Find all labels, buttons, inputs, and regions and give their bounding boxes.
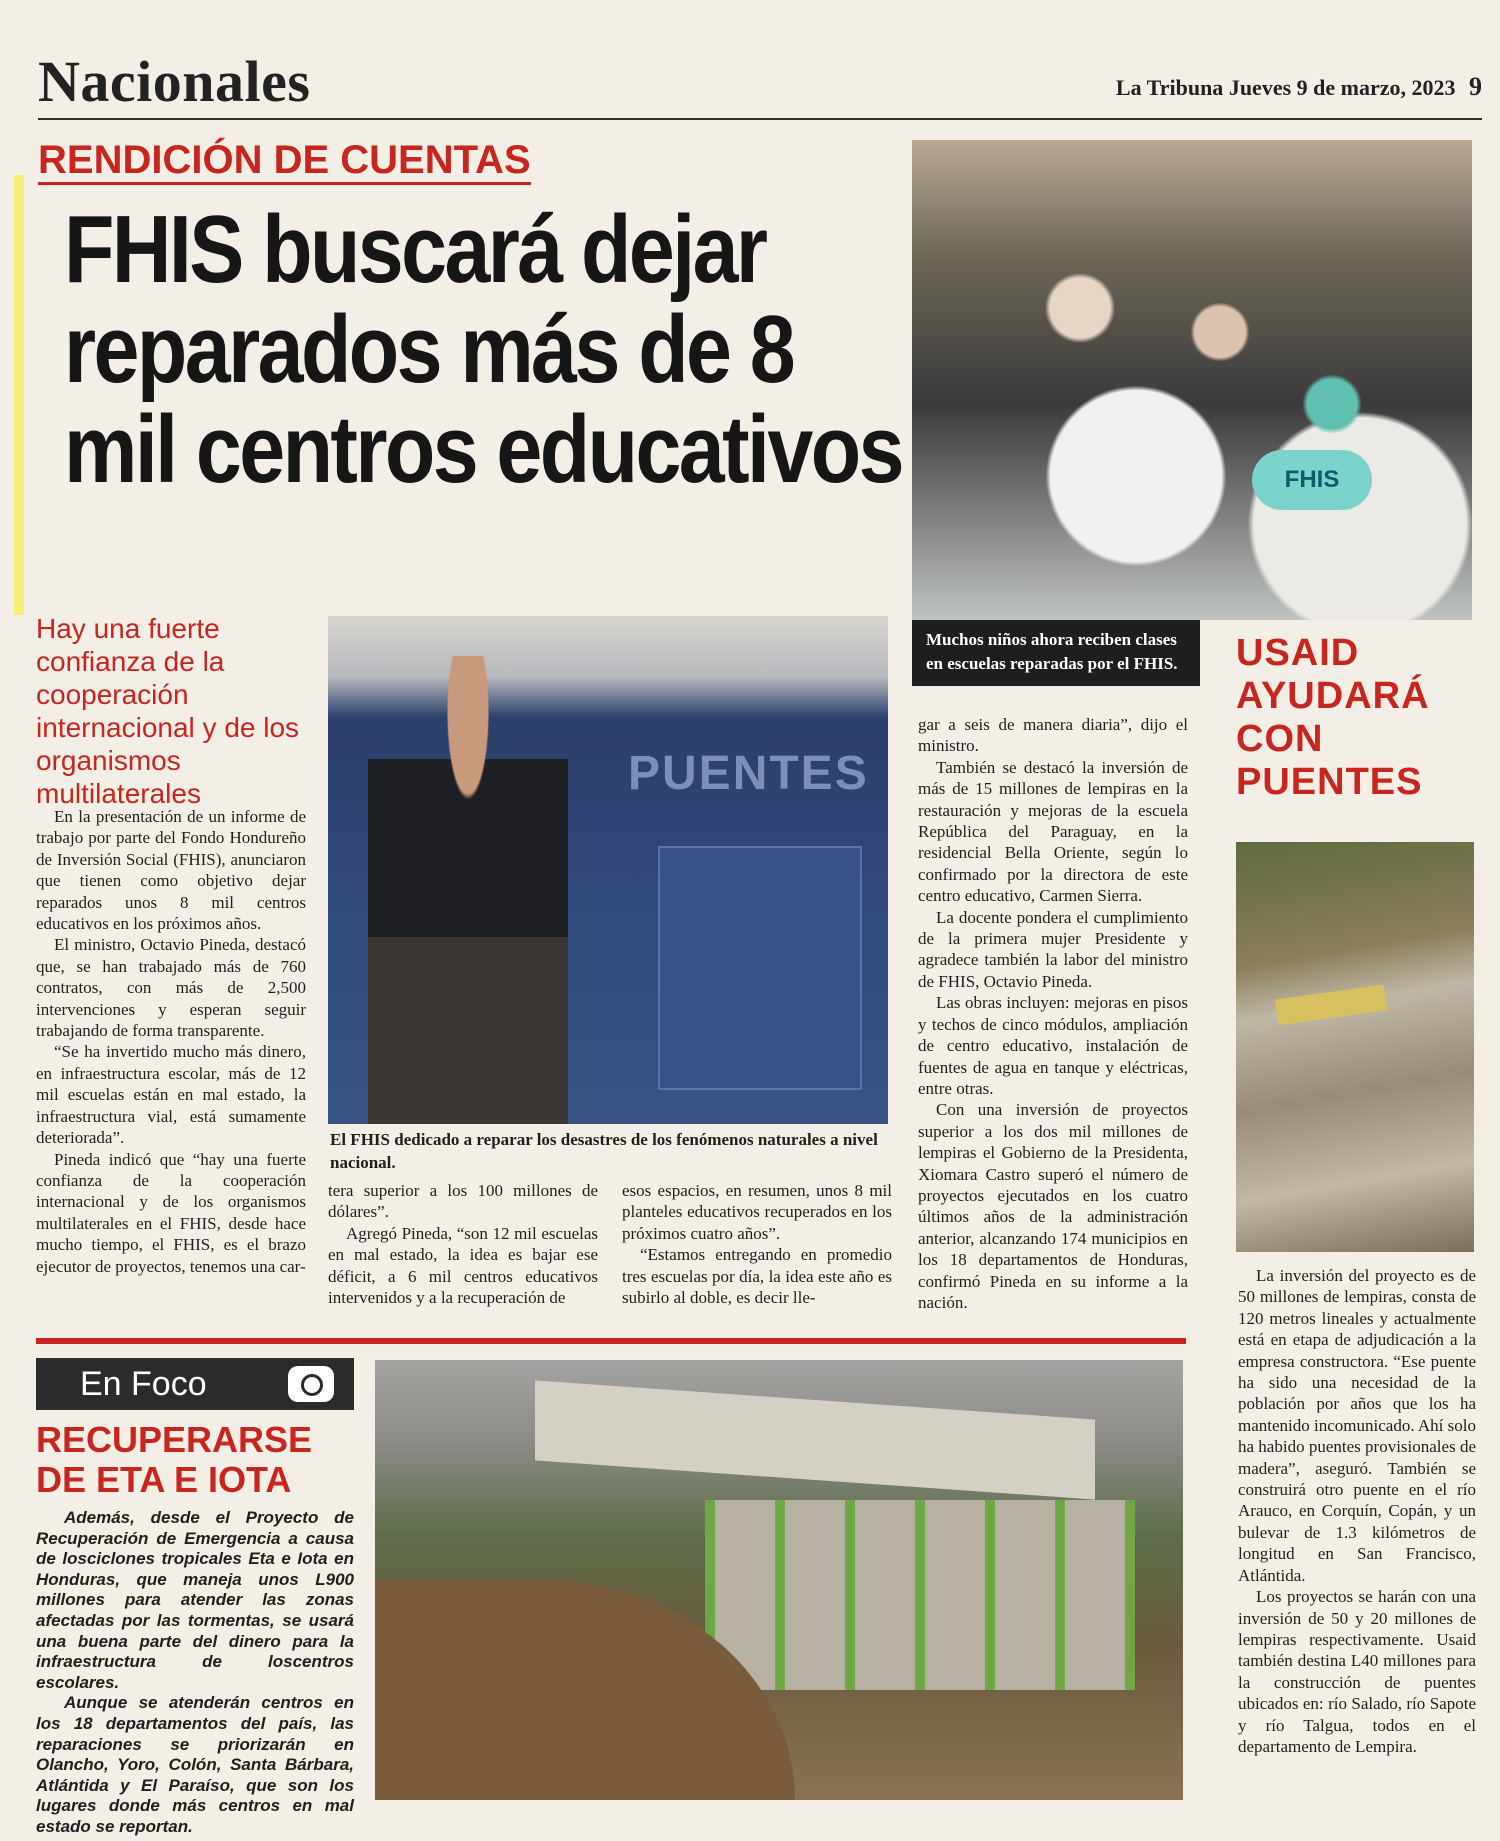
presentation-table [658,846,862,1090]
enfoco-column [36,1508,354,1838]
paragraph: Agregó Pineda, “son 12 mil escuelas en mal estado, la idea es bajar ese déficit, a 6 mil centros educativos intervenidos y a la recuperación de [328,1223,598,1308]
paragraph: “Estamos entregando en promedio tres escuelas por día, la idea este año es subirlo al doble, es decir lle- [622,1245,892,1308]
paragraph: En la presentación de un informe de trabajo por parte del Fondo Hondureño de Inversión Social (FHIS), anunciaron que tienen como objetivo dejar reparados unos 8 mil centros educativos en los próximos años. [36,807,306,934]
minister-figure [368,656,568,1124]
photo-students [912,140,1472,620]
presentation-screen-title: PUENTES [628,747,869,800]
kicker: RENDICIÓN DE CUENTAS [38,138,531,185]
paragraph: Además, desde el Proyecto de Recuperación de Emergencia a causa de losciclones tropicales Eta e Iota en Honduras, que maneja unos L900 millones para atender las zonas afectadas por las tormentas, se usará una buena parte del dinero para la infraestructura de loscentros escolares. [36,1508,354,1692]
paragraph: tera superior a los 100 millones de dólares”. [328,1181,598,1222]
photo-minister [328,616,888,1124]
article-column-4 [918,714,1188,1313]
photo-minister-caption: El FHIS dedicado a reparar los desastres de los fenómenos naturales a nivel nacional. [330,1130,878,1172]
camera-icon [288,1366,334,1402]
paragraph: La inversión del proyecto es de 50 millones de lempiras, consta de 120 metros lineales y actualmente está en etapa de adjudicación a la empresa constructora. “Ese puente ha sido una necesidad de la población por años que los ha mantenido incomunicado. Ahí solo ha habido puentes provisionales de madera”, aseguró. También se construirá otro puente en el río Arauco, en Corquín, Copán, y un bulevar de 1.3 kilómetros de longitud en San Francisco, Atlántida. [1238,1266,1476,1585]
usaid-column [1238,1265,1476,1757]
paragraph: Pineda indicó que “hay una fuerte confianza de la cooperación internacional y de los organismos multilaterales en el FHIS, desde hace mucho tiempo, el FHIS, es el brazo ejecutor de proyectos, tenemos una car- [36,1149,306,1276]
header-divider [38,118,1482,120]
page-number: 9 [1469,72,1482,101]
headline: FHIS buscará dejar reparados más de 8 mil centros educativos [64,196,902,503]
section-name: Nacionales [38,49,311,114]
enfoco-label: En Foco [80,1365,207,1403]
enfoco-label-bar [36,1358,354,1410]
paragraph: esos espacios, en resumen, unos 8 mil planteles educativos recuperados en los próximos cuatro años”. [622,1181,892,1243]
highlighter-mark [14,175,24,615]
paragraph: La docente pondera el cumplimiento de la primera mujer Presidente y agradece también la labor del ministro de FHIS, Octavio Pineda. [918,907,1188,991]
section-divider [36,1338,1186,1344]
usaid-headline: USAID AYUDARÁ CON PUENTES [1236,632,1430,803]
issue-date: Jueves 9 de marzo, 2023 [1228,75,1456,100]
paragraph: Aunque se atenderán centros en los 18 departamentos del país, las reparaciones se priorizarán en Olancho, Yoro, Colón, Santa Bárbara, Atlántida y El Paraíso, que son los lugares donde más centros en mal estado se reportan. [36,1693,354,1836]
photo-river [1236,842,1474,1252]
photo-students-caption: Muchos niños ahora reciben clases en escuelas reparadas por el FHIS. [912,620,1200,686]
school-wall [705,1500,1135,1690]
paragraph: También se destacó la inversión de más de 15 millones de lempiras en la restauración y mejoras de la escuela República del Paraguay, en la residencial Bella Oriente, según lo confirmado por la directora de este centro educativo, Carmen Sierra. [918,757,1188,906]
paragraph: Los proyectos se harán con una inversión de 50 y 20 millones de lempiras respectivamente. Usaid también destina L40 millones para la construcción de puentes ubicados en: río Salado, río Sapote y río Talgua, todos en el departamento de Lempira. [1238,1587,1476,1756]
paragraph: Las obras incluyen: mejoras en pisos y techos de cinco módulos, ampliación de centro educativo, instalación de fuentes de agua en tanque y eléctricas, entre otras. [918,993,1188,1098]
article-column-3 [622,1180,892,1308]
photo-damaged-school [375,1360,1183,1800]
subheadline: Hay una fuerte confianza de la cooperación internacional y de los organismos multilaterales [36,613,300,809]
enfoco-headline: RECUPERARSE DE ETA E IOTA [36,1419,313,1500]
paragraph: El ministro, Octavio Pineda, destacó que, se han trabajado más de 760 contratos, con más de 2,500 intervenciones y esperan seguir trabajando de forma transparente. [36,935,306,1041]
photo-sign: FHIS [1252,450,1372,510]
paragraph: “Se ha invertido mucho más dinero, en infraestructura escolar, más de 12 mil escuelas están en mal estado, la infraestructura vial, está sumamente deteriorada”. [36,1042,306,1148]
bridge-structure [1275,984,1388,1025]
newspaper-name: La Tribuna [1115,75,1224,100]
paragraph: gar a seis de manera diaria”, dijo el ministro. [918,715,1188,756]
article-column-1 [36,806,306,1277]
masthead-info [1116,72,1482,102]
paragraph: Con una inversión de proyectos superior a los dos mil millones de lempiras el Gobierno de la Presidenta, Xiomara Castro superó el número de proyectos ejecutados en los cuatro últimos años de la administración anterior, alcanzando 174 municipios en los 18 departamentos de Honduras, confirmó Pineda en su informe a la nación. [918,1100,1188,1312]
article-column-2 [328,1180,598,1308]
school-roof [535,1380,1095,1499]
